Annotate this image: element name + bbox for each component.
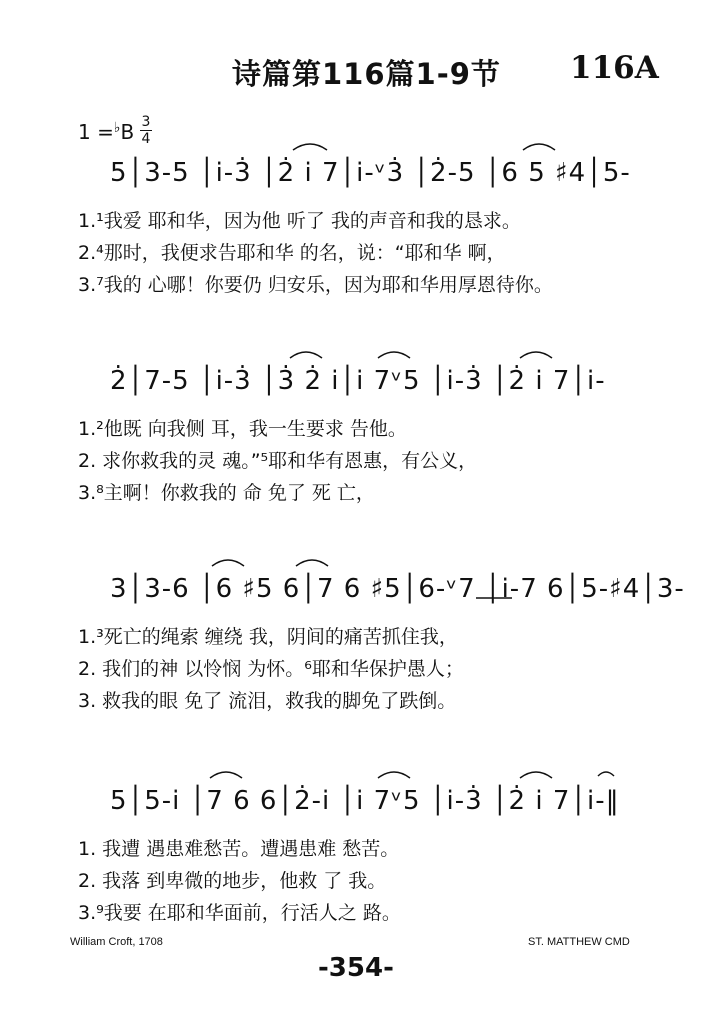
lyric-line: 1.³死亡的绳索 缠绕 我，阴间的痛苦抓住我， [78, 626, 458, 648]
key-prefix: 1 = [78, 120, 114, 144]
lyric-line: 3. 救我的眼 免了 流泪，救我的脚免了跌倒。 [78, 690, 457, 712]
notation-line: 5│3-5 │i̇-3̇ │2̇ i̇ 7│i̇-ᵛ3̇ │2̇-5 │6 5 ♯4│5- [110, 158, 631, 188]
slur [290, 352, 322, 358]
flat-sign: ♭ [113, 120, 121, 136]
lyric-line: 2. 求你救我的灵 魂。”⁵耶和华有恩惠，有公义， [78, 450, 478, 472]
tune-name: ST. MATTHEW CMD [528, 936, 630, 948]
time-top: 3 [141, 114, 151, 130]
fermata [598, 772, 614, 776]
notation-line: 3│3-6 │6 ♯5 6│7 6 ♯5│6-ᵛ7 │i̇-7 6│5-♯4│3- [110, 574, 685, 604]
lyric-line: 1. 我遭 遇患难愁苦。遭遇患难 愁苦。 [78, 838, 400, 860]
notation-line: 2̇│7-5 │i̇-3̇ │3̇ 2̇ i̇│i̇ 7ᵛ5 │i̇-3̇ │2̇ i̇ 7│i̇- [110, 366, 606, 396]
lyric-line: 2. 我落 到卑微的地步，他救 了 我。 [78, 870, 387, 892]
slur [378, 772, 410, 778]
slur [293, 144, 327, 150]
slur [296, 560, 328, 566]
lyric-line: 2.⁴那时，我便求告耶和华 的名，说：“耶和华 啊， [78, 242, 506, 264]
lyric-line: 3.⁷我的 心哪！你要仍 归安乐，因为耶和华用厚恩待你。 [78, 274, 553, 296]
composer-credit: William Croft, 1708 [70, 936, 163, 948]
lyric-line: 1.¹我爱 耶和华，因为他 听了 我的声音和我的恳求。 [78, 210, 521, 232]
lyric-line: 3.⁸主啊！你救我的 命 免了 死 亡， [78, 482, 375, 504]
notation-line: 5│5-i̇ │7 6 6│2̇-i̇ │i̇ 7ᵛ5 │i̇-3̇ │2̇ i̇ 7│i̇-‖ [110, 786, 620, 816]
lyric-line: 3.⁹我要 在耶和华面前，行活人之 路。 [78, 902, 401, 924]
slur [378, 352, 410, 358]
lyric-line: 1.²他既 向我侧 耳，我一生要求 告他。 [78, 418, 407, 440]
time-bottom: 4 [141, 131, 151, 147]
slur [520, 772, 552, 778]
slur [212, 560, 244, 566]
page-title: 诗篇第116篇1-9节 [232, 57, 501, 91]
page-number: -354- [318, 953, 394, 983]
slur [520, 352, 552, 358]
hymn-number: 116A [570, 50, 659, 86]
key-note: B [120, 120, 135, 144]
slur [523, 144, 555, 150]
slur [210, 772, 242, 778]
lyric-line: 2. 我们的神 以怜悯 为怀。⁶耶和华保护愚人； [78, 658, 464, 680]
